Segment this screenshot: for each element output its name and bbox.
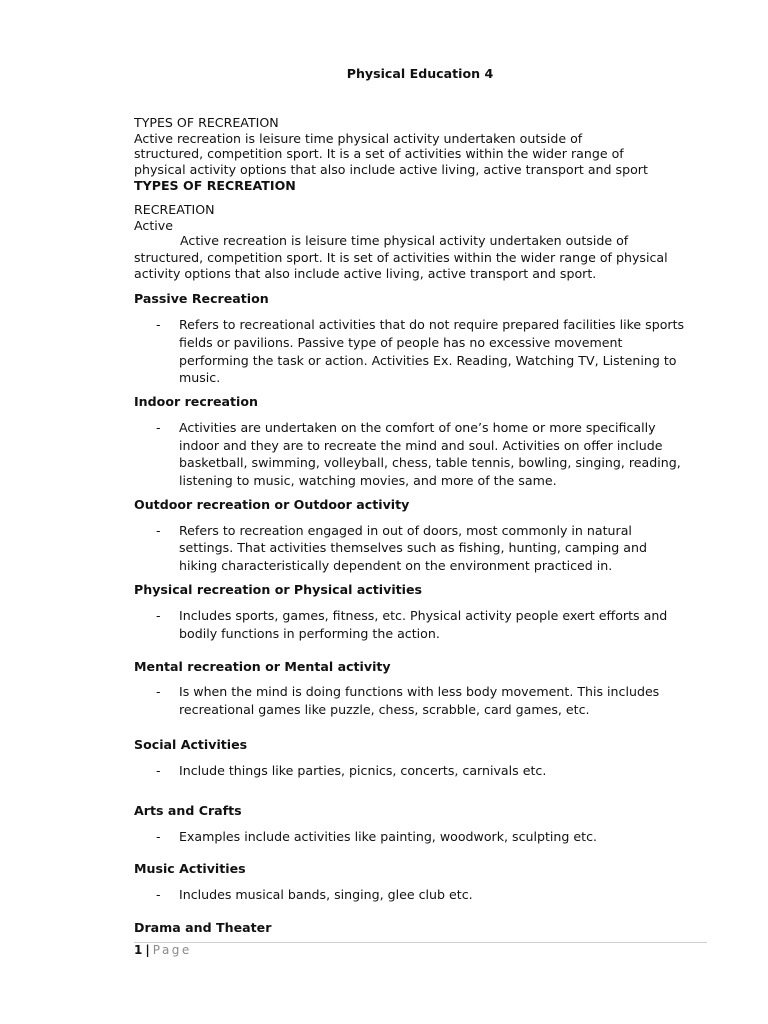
footer-separator: | (145, 943, 150, 957)
section-heading-arts: Arts and Crafts (134, 803, 242, 819)
recreation-label: RECREATION (134, 202, 215, 217)
item-line: Refers to recreation engaged in out of doors, most commonly in natural (179, 522, 632, 538)
item-line: music. (179, 370, 221, 386)
section-item-arts (134, 828, 694, 846)
page-number: 1 (134, 943, 143, 957)
section-item-indoor (134, 419, 694, 490)
item-line: Is when the mind is doing functions with less body movement. This includes (179, 684, 660, 700)
document-title: Physical Education 4 (346, 66, 494, 81)
item-line: indoor and they are to recreate the mind and soul. Activities on offer include (179, 437, 663, 453)
section-heading-music: Music Activities (134, 861, 246, 877)
active-line: activity options that also include active living, active transport and sport. (134, 266, 597, 282)
section-heading-outdoor: Outdoor recreation or Outdoor activity (134, 496, 410, 512)
item-line: Includes musical bands, singing, glee club etc. (179, 887, 473, 903)
item-line: hiking characteristically dependent on the environment practiced in. (179, 558, 613, 574)
item-line: Examples include activities like painting, woodwork, sculpting etc. (179, 829, 597, 845)
item-line: Include things like parties, picnics, concerts, carnivals etc. (179, 762, 547, 778)
list-dash: - (156, 684, 161, 700)
section-item-outdoor (134, 522, 694, 575)
main-heading: TYPES OF RECREATION (134, 178, 296, 193)
section-item-physical (134, 607, 694, 642)
section-heading-mental: Mental recreation or Mental activity (134, 659, 391, 675)
section-item-music (134, 886, 694, 904)
section-heading-drama: Drama and Theater (134, 919, 272, 935)
item-line: Includes sports, games, fitness, etc. Physical activity people exert efforts and (179, 607, 668, 623)
section-heading-physical: Physical recreation or Physical activities (134, 581, 423, 597)
section-heading-passive: Passive Recreation (134, 291, 269, 307)
list-dash: - (156, 522, 161, 538)
intro-line: structured, competition sport. It is a set of activities within the wider range of (134, 146, 624, 161)
list-dash: - (156, 607, 161, 623)
list-dash: - (156, 887, 161, 903)
intro-line: physical activity options that also include active living, active transport and sport (134, 161, 648, 177)
active-label: Active (134, 217, 173, 233)
item-line: basketball, swimming, volleyball, chess, table tennis, bowling, singing, reading, (179, 455, 681, 471)
list-dash: - (156, 419, 161, 435)
section-item-mental (134, 683, 694, 718)
section-heading-indoor: Indoor recreation (134, 393, 258, 409)
page-word: Page (152, 943, 192, 957)
active-line: Active recreation is leisure time physical activity undertaken outside of (180, 233, 629, 248)
list-dash: - (156, 317, 161, 333)
section-heading-social: Social Activities (134, 736, 248, 752)
section-item-passive (134, 316, 694, 387)
item-line: Activities are undertaken on the comfort of one’s home or more specifically (179, 419, 656, 435)
section-item-social (134, 762, 694, 780)
intro-line: Active recreation is leisure time physical activity undertaken outside of (134, 130, 583, 146)
item-line: listening to music, watching movies, and more of the same. (179, 473, 557, 489)
document-body (134, 115, 694, 936)
list-dash: - (156, 829, 161, 845)
item-line: recreational games like puzzle, chess, scrabble, card games, etc. (179, 701, 590, 717)
page-footer (134, 943, 192, 957)
footer-divider (134, 942, 707, 943)
item-line: Refers to recreational activities that do not require prepared facilities like sports (179, 317, 685, 333)
item-line: bodily functions in performing the action. (179, 625, 440, 641)
item-line: fields or pavilions. Passive type of people has no excessive movement (179, 334, 623, 350)
item-line: settings. That activities themselves such as fishing, hunting, camping and (179, 540, 647, 556)
item-line: performing the task or action. Activities Ex. Reading, Watching TV, Listening to (179, 352, 677, 368)
list-dash: - (156, 762, 161, 778)
active-line: structured, competition sport. It is set of activities within the wider range of physical (134, 249, 668, 265)
intro-heading: TYPES OF RECREATION (134, 115, 279, 130)
